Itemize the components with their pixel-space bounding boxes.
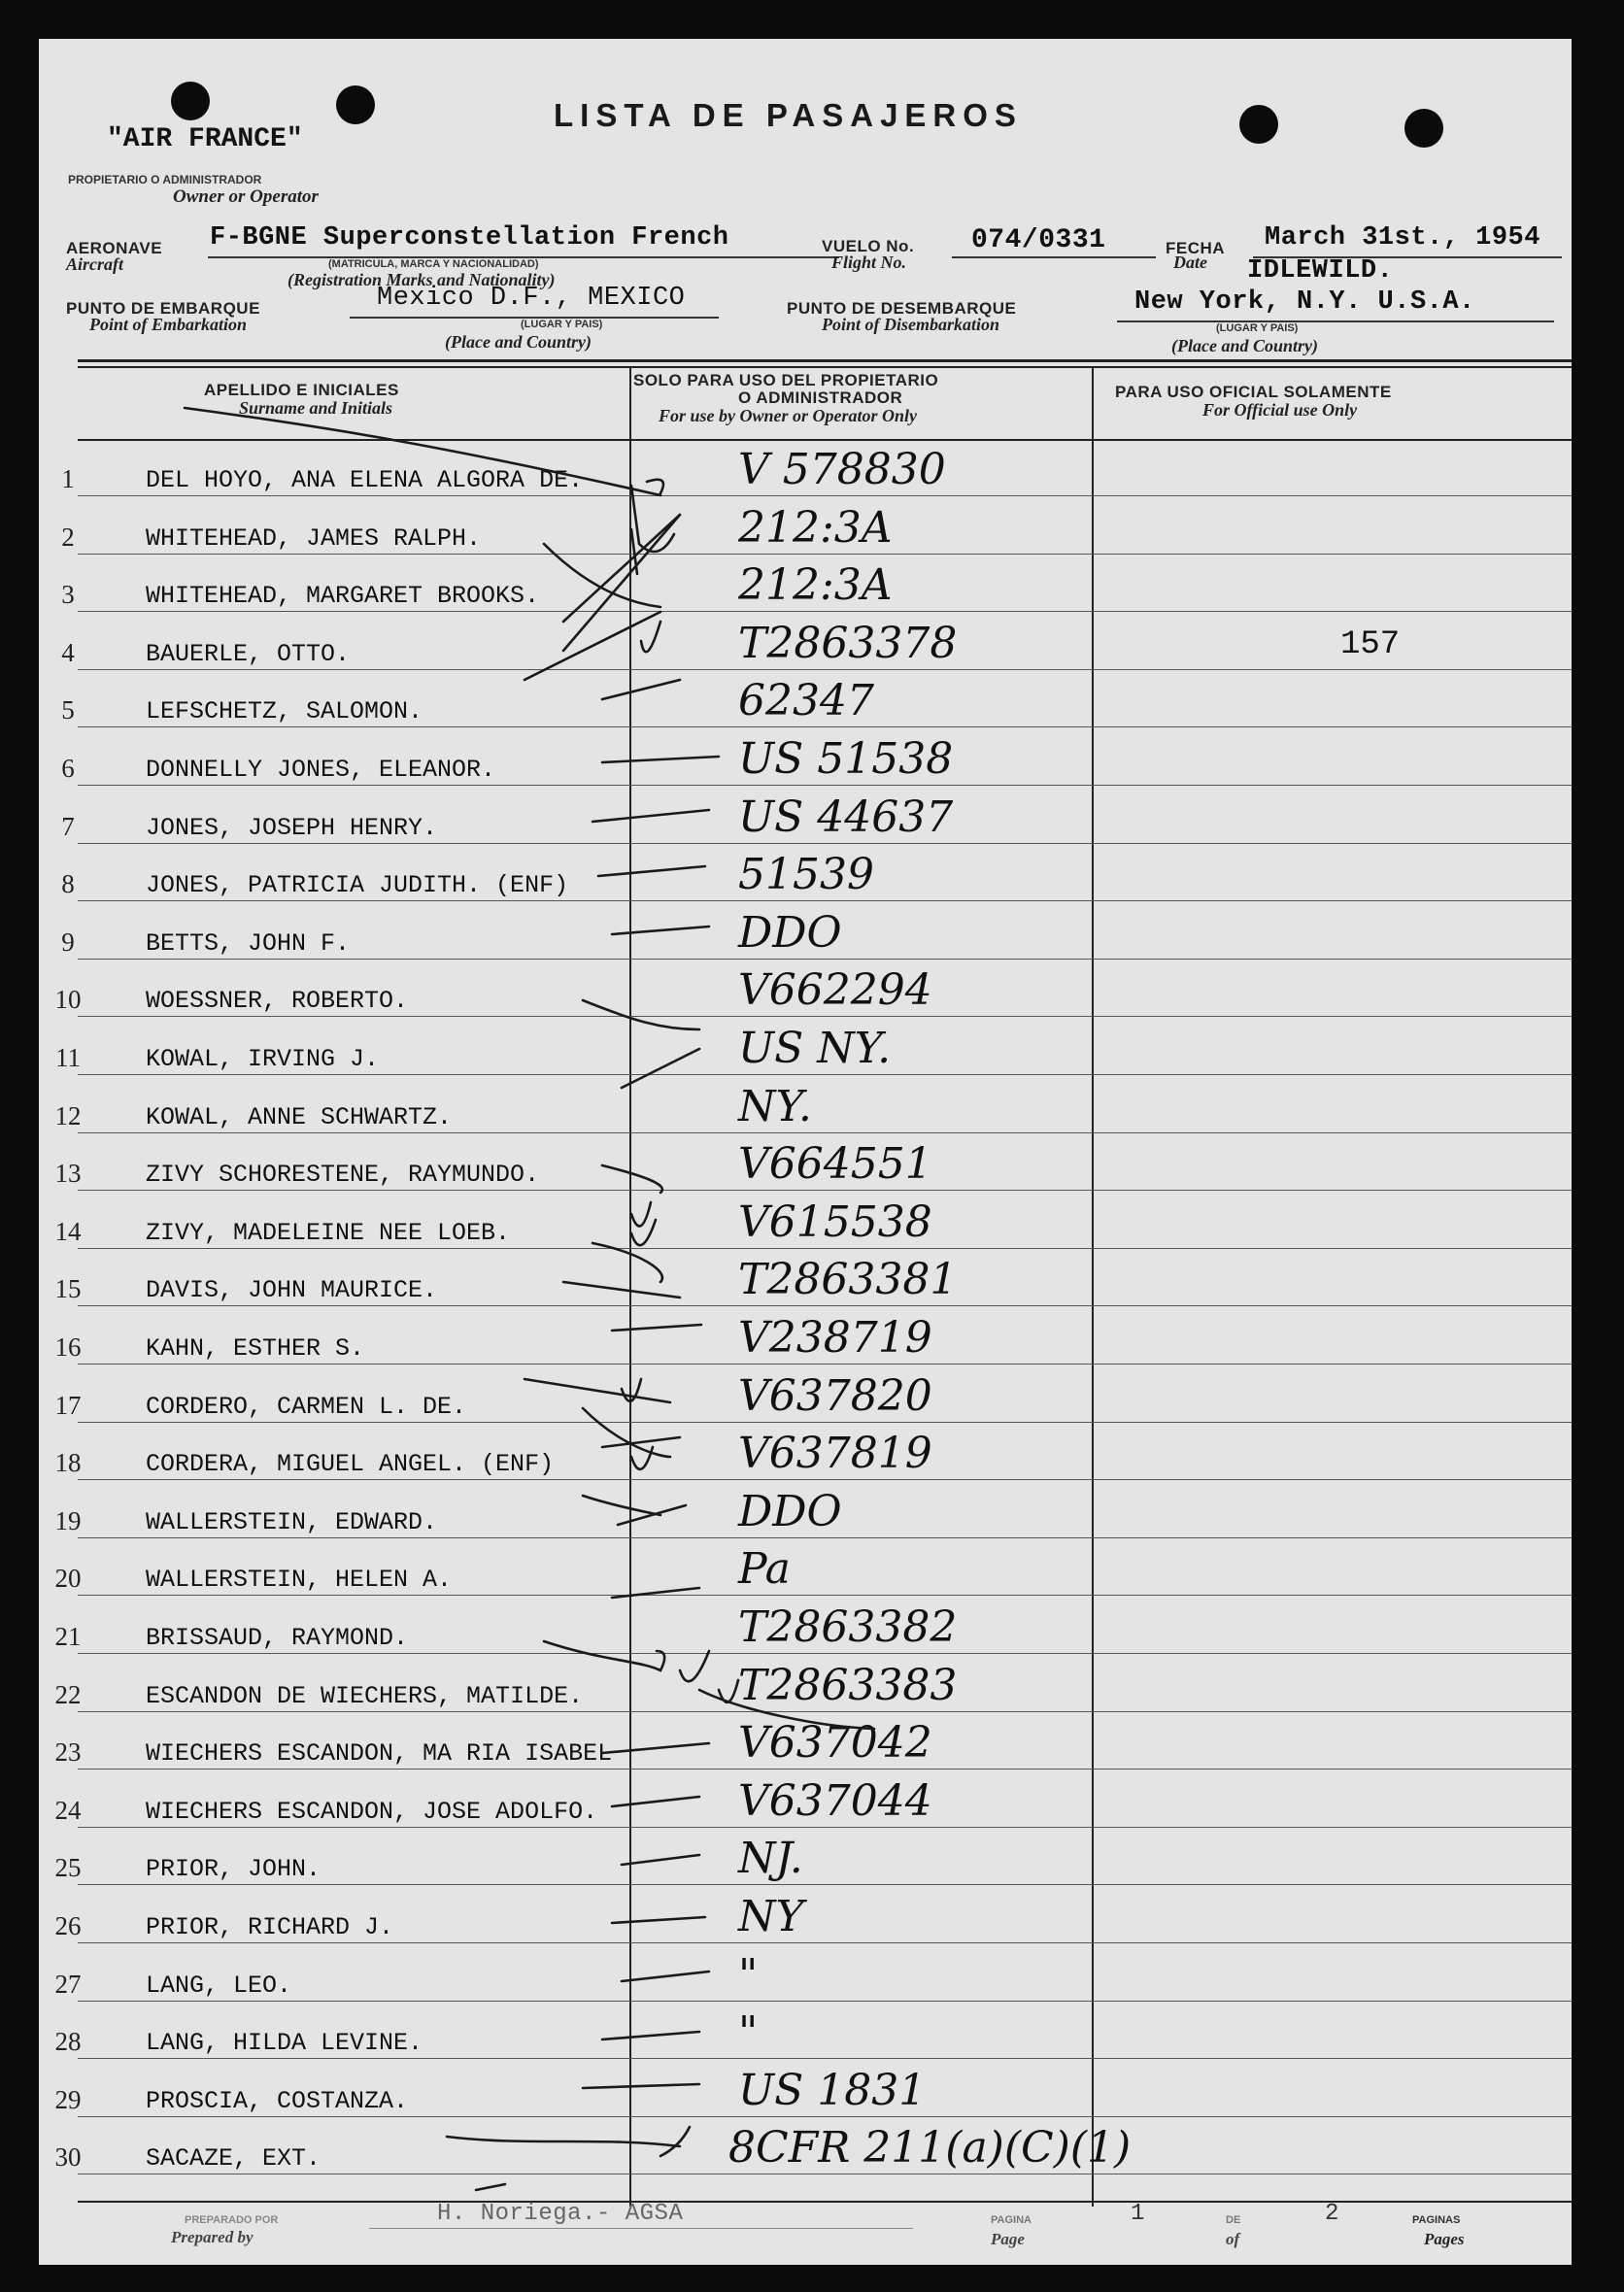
- pages-label-es: PAGINAS: [1412, 2214, 1461, 2226]
- disembark-label-en: Point of Disembarkation: [822, 315, 1000, 334]
- passenger-name: WIECHERS ESCANDON, MA RIA ISABEL: [146, 1739, 613, 1769]
- table-row: [39, 2123, 1572, 2180]
- owner-note: V637044: [738, 1775, 932, 1826]
- row-rule: [78, 2116, 1572, 2117]
- row-rule: [78, 2001, 1572, 2002]
- embark-label-en: Point of Embarkation: [89, 315, 248, 334]
- passenger-name: WALLERSTEIN, HELEN A.: [146, 1566, 453, 1595]
- punch-hole: [336, 85, 375, 124]
- owner-note: US 44637: [738, 792, 954, 842]
- table-row: [39, 2007, 1572, 2065]
- row-rule: [78, 1190, 1572, 1191]
- operator-label-en: Owner or Operator: [173, 186, 319, 207]
- table-row: [39, 792, 1572, 850]
- passenger-name: CORDERO, CARMEN L. DE.: [146, 1392, 467, 1421]
- passenger-name: SACAZE, EXT.: [146, 2144, 321, 2174]
- owner-note: NY.: [738, 1081, 812, 1131]
- table-row: [39, 1139, 1572, 1197]
- table-row: [39, 1429, 1572, 1486]
- embark-place-label-en: (Place and Country): [445, 332, 592, 352]
- row-rule: [78, 843, 1572, 844]
- row-number: 8: [61, 869, 75, 899]
- owner-note: Pa: [738, 1544, 791, 1595]
- passenger-name: BETTS, JOHN F.: [146, 928, 351, 958]
- passenger-name: KOWAL, IRVING J.: [146, 1045, 380, 1073]
- row-rule: [78, 726, 1572, 727]
- row-rule: [78, 1248, 1572, 1249]
- passenger-name: KAHN, ESTHER S.: [146, 1334, 365, 1363]
- owner-note: V664551: [738, 1139, 932, 1190]
- owner-note: DDO: [738, 1486, 842, 1536]
- passenger-name: CORDERA, MIGUEL ANGEL. (ENF): [146, 1450, 555, 1479]
- embark-value: Mexico D.F., MEXICO: [377, 284, 686, 313]
- row-rule: [78, 1132, 1572, 1133]
- table-row: [39, 1197, 1572, 1255]
- passenger-name: WHITEHEAD, MARGARET BROOKS.: [146, 582, 540, 611]
- passenger-name: ZIVY SCHORESTENE, RAYMUNDO.: [146, 1161, 540, 1190]
- row-rule: [78, 1422, 1572, 1423]
- registration-label-es: (MATRICULA, MARCA Y NACIONALIDAD): [328, 258, 539, 270]
- row-rule: [78, 554, 1572, 555]
- owner-note: V662294: [738, 965, 932, 1016]
- owner-note: US 51538: [738, 734, 954, 784]
- passenger-name: PROSCIA, COSTANZA.: [146, 2086, 409, 2115]
- passenger-name: WIECHERS ESCANDON, JOSE ADOLFO.: [146, 1797, 598, 1826]
- owner-note: NY: [738, 1892, 804, 1941]
- table-row: [39, 1082, 1572, 1139]
- row-number: 16: [54, 1332, 82, 1362]
- row-number: 7: [61, 811, 75, 841]
- passenger-name: JONES, PATRICIA JUDITH. (ENF): [146, 871, 569, 900]
- row-rule: [78, 2058, 1572, 2059]
- row-number: 9: [61, 927, 75, 957]
- row-number: 3: [61, 580, 75, 610]
- pages-label-en: Pages: [1424, 2230, 1465, 2248]
- aircraft-label-en: Aircraft: [66, 254, 124, 274]
- row-number: 22: [54, 1679, 82, 1709]
- col-official-en: For Official use Only: [1202, 400, 1358, 420]
- table-row: [39, 734, 1572, 792]
- row-number: 6: [61, 754, 75, 783]
- row-rule: [78, 495, 1572, 496]
- table-row: [39, 1892, 1572, 1949]
- punch-hole: [1404, 109, 1443, 148]
- official-note: 157: [1340, 625, 1401, 663]
- form-title: LISTA DE PASAJEROS: [554, 97, 1023, 133]
- row-number: 24: [54, 1795, 82, 1825]
- table-row: [39, 560, 1572, 618]
- disembark-value: New York, N.Y. U.S.A.: [1134, 287, 1475, 317]
- owner-note: V615538: [738, 1197, 932, 1247]
- row-number: 27: [54, 1969, 82, 1999]
- table-row: [39, 1776, 1572, 1834]
- row-rule: [78, 1364, 1572, 1365]
- aircraft-label-es: AERONAVE: [66, 239, 163, 257]
- row-rule: [78, 1479, 1572, 1480]
- row-number: 14: [54, 1216, 82, 1246]
- prepared-label-es: PREPARADO POR: [185, 2214, 279, 2226]
- row-rule: [78, 1827, 1572, 1828]
- owner-note: 8CFR 211(a)(C)(1): [728, 2123, 1132, 2174]
- passenger-name: WOESSNER, ROBERTO.: [146, 987, 409, 1016]
- row-number: 25: [54, 1853, 82, 1883]
- row-rule: [78, 785, 1572, 786]
- row-number: 26: [54, 1911, 82, 1940]
- operator-label-es: PROPIETARIO O ADMINISTRADOR: [68, 173, 262, 186]
- passenger-name: PRIOR, RICHARD J.: [146, 1913, 394, 1941]
- row-rule: [78, 1595, 1572, 1596]
- punch-hole: [171, 82, 210, 120]
- owner-note: V637042: [738, 1718, 932, 1769]
- page-label-es: PAGINA: [991, 2214, 1032, 2226]
- passenger-name: WALLERSTEIN, EDWARD.: [146, 1507, 438, 1536]
- row-rule: [78, 1074, 1572, 1075]
- row-rule: [78, 1942, 1572, 1943]
- owner-note: NJ.: [738, 1834, 803, 1884]
- owner-note: T2863383: [738, 1660, 958, 1710]
- table-row: [39, 1487, 1572, 1544]
- passenger-name: JONES, JOSEPH HENRY.: [146, 813, 438, 842]
- row-number: 11: [55, 1043, 81, 1072]
- passenger-name: KOWAL, ANNE SCHWARTZ.: [146, 1102, 453, 1131]
- row-number: 21: [54, 1622, 82, 1651]
- table-row: [39, 965, 1572, 1023]
- row-rule: [78, 669, 1572, 670]
- table-row: [39, 1602, 1572, 1660]
- owner-note: 62347: [738, 676, 874, 726]
- owner-note: US 1831: [738, 2065, 927, 2115]
- page-label-en: Page: [991, 2230, 1025, 2248]
- passenger-name: WHITEHEAD, JAMES RALPH.: [146, 523, 482, 553]
- table-row: [39, 503, 1572, 560]
- owner-note: DDO: [738, 907, 842, 958]
- owner-note: 212:3A: [738, 502, 893, 553]
- col-surname-es: APELLIDO E INICIALES: [204, 381, 399, 399]
- of-label-en: of: [1226, 2230, 1240, 2248]
- passenger-name: LANG, LEO.: [146, 1971, 292, 2000]
- row-number: 4: [61, 637, 75, 667]
- row-number: 2: [61, 522, 75, 552]
- row-rule: [78, 1653, 1572, 1654]
- row-rule: [78, 1769, 1572, 1770]
- col-surname-en: Surname and Initials: [239, 398, 393, 418]
- row-number: 12: [54, 1100, 82, 1130]
- owner-note: ": [738, 1949, 759, 2000]
- row-rule: [78, 1537, 1572, 1538]
- owner-note: ": [738, 2007, 759, 2058]
- date-value: March 31st., 1954: [1265, 223, 1540, 253]
- passenger-name: DAVIS, JOHN MAURICE.: [146, 1276, 438, 1305]
- row-number: 5: [61, 695, 75, 725]
- owner-note: 51539: [738, 850, 874, 900]
- owner-note: T2863381: [738, 1255, 958, 1305]
- table-row: [39, 445, 1572, 502]
- row-rule: [78, 900, 1572, 901]
- col-official-es: PARA USO OFICIAL SOLAMENTE: [1115, 383, 1392, 401]
- pages-value: 2: [1325, 2201, 1339, 2227]
- table-row: [39, 1950, 1572, 2007]
- disembark-place-label-es: (LUGAR Y PAIS): [1216, 322, 1299, 334]
- row-rule: [78, 959, 1572, 960]
- passenger-name: BAUERLE, OTTO.: [146, 639, 351, 668]
- table-row: [39, 1661, 1572, 1718]
- owner-note: V637819: [738, 1429, 932, 1479]
- row-number: 23: [54, 1737, 82, 1768]
- owner-note: T2863382: [738, 1602, 958, 1652]
- passenger-name: LEFSCHETZ, SALOMON.: [146, 697, 423, 726]
- date-label-es: FECHA: [1166, 239, 1226, 257]
- col-owner-es-1: SOLO PARA USO DEL PROPIETARIO: [633, 371, 939, 389]
- row-rule: [78, 1016, 1572, 1017]
- date-label-en: Date: [1173, 253, 1207, 272]
- row-rule: [78, 1305, 1572, 1306]
- table-row: [39, 1718, 1572, 1775]
- registration-label-en: (Registration Marks and Nationality): [288, 270, 556, 289]
- prepared-label-en: Prepared by: [171, 2228, 254, 2246]
- owner-note: 212:3A: [738, 560, 893, 611]
- col-owner-es-2: O ADMINISTRADOR: [738, 388, 903, 407]
- table-row: [39, 1255, 1572, 1312]
- passenger-name: ESCANDON DE WIECHERS, MATILDE.: [146, 1681, 584, 1710]
- disembark-airport: IDLEWILD.: [1247, 256, 1394, 286]
- table-row: [39, 1371, 1572, 1429]
- table-row: [39, 1544, 1572, 1601]
- row-number: 18: [54, 1448, 82, 1478]
- row-number: 1: [61, 464, 75, 493]
- col-owner-en: For use by Owner or Operator Only: [659, 406, 918, 425]
- row-number: 29: [54, 2084, 82, 2114]
- row-number: 13: [54, 1159, 82, 1189]
- flight-label-en: Flight No.: [831, 253, 907, 272]
- table-row: [39, 676, 1572, 733]
- prepared-value: H. Noriega.- AGSA: [437, 2201, 684, 2227]
- operator-name: "AIR FRANCE": [107, 124, 303, 154]
- owner-note: V 578830: [738, 445, 946, 494]
- embark-label-es: PUNTO DE EMBARQUE: [66, 299, 260, 318]
- passenger-name: ZIVY, MADELEINE NEE LOEB.: [146, 1218, 511, 1247]
- row-number: 17: [54, 1390, 82, 1420]
- table-row: [39, 619, 1572, 676]
- of-label-es: DE: [1226, 2214, 1241, 2226]
- row-rule: [78, 1711, 1572, 1712]
- passenger-name: BRISSAUD, RAYMOND.: [146, 1624, 409, 1652]
- punch-hole: [1239, 105, 1278, 144]
- embark-place-label-es: (LUGAR Y PAIS): [521, 319, 603, 330]
- row-number: 10: [54, 985, 82, 1015]
- row-number: 19: [54, 1505, 82, 1535]
- row-rule: [78, 611, 1572, 612]
- row-number: 20: [54, 1564, 82, 1594]
- row-number: 15: [54, 1274, 82, 1304]
- manifest-sheet: [39, 39, 1572, 2265]
- flight-value: 074/0331: [971, 225, 1106, 255]
- row-number: 30: [54, 2142, 82, 2173]
- passenger-name: DEL HOYO, ANA ELENA ALGORA DE.: [146, 466, 584, 494]
- disembark-place-label-en: (Place and Country): [1171, 336, 1318, 355]
- table-row: [39, 1024, 1572, 1081]
- row-rule: [78, 1884, 1572, 1885]
- disembark-label-es: PUNTO DE DESEMBARQUE: [787, 299, 1017, 318]
- table-row: [39, 1834, 1572, 1891]
- flight-label-es: VUELO No.: [822, 237, 915, 255]
- table-row: [39, 908, 1572, 965]
- table-row: [39, 1313, 1572, 1370]
- passenger-name: LANG, HILDA LEVINE.: [146, 2029, 423, 2058]
- aircraft-value: F-BGNE Superconstellation French: [210, 223, 729, 253]
- passenger-name: PRIOR, JOHN.: [146, 1855, 321, 1884]
- page-value: 1: [1131, 2201, 1145, 2227]
- owner-note: US NY.: [738, 1024, 892, 1073]
- owner-note: V637820: [738, 1370, 932, 1421]
- owner-note: T2863378: [738, 618, 958, 668]
- passenger-name: DONNELLY JONES, ELEANOR.: [146, 756, 496, 784]
- table-row: [39, 850, 1572, 907]
- row-number: 28: [54, 2027, 82, 2057]
- table-row: [39, 2066, 1572, 2123]
- owner-note: V238719: [738, 1313, 932, 1363]
